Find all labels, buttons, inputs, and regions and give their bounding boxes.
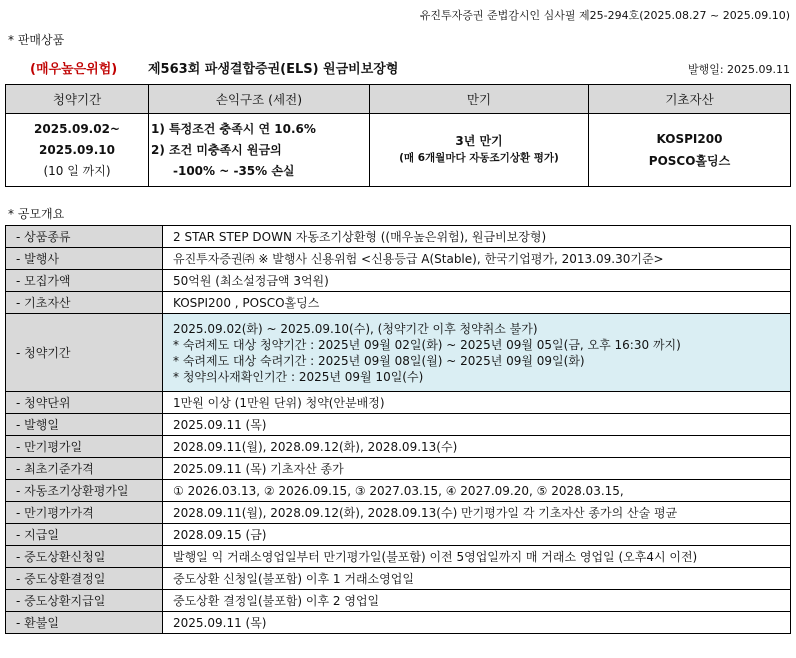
row-label: - 청약기간 [6,314,163,392]
period-cell [6,114,149,187]
maturity-note: (매 6개월마다 자동조기상환 평가) [399,152,559,164]
period-note: (10 일 까지) [43,163,111,178]
offering-section-heading: * 공모개요 [8,207,65,221]
row-label: - 지급일 [6,524,163,546]
table-row [6,414,791,436]
detail-line: * 청약의사재확인기간 : 2025년 09월 10일(수) [173,369,424,384]
row-label: - 만기평가가격 [6,502,163,524]
period-end: 2025.09.10 [39,142,115,157]
summary-table [5,84,791,187]
row-value: 2028.09.11(월), 2028.09.12(화), 2028.09.13(수) [163,436,791,458]
detail-line: * 숙려제도 대상 청약기간 : 2025년 09월 02일(화) ~ 2025년 09월 05일(금, 오후 16:30 까지) [173,337,681,352]
payoff-line-1: 1) 특정조건 충족시 연 10.6% [151,121,316,136]
issue-date-note: 발행일: 2025.09.11 [687,63,790,76]
table-row [6,502,791,524]
review-approval-note: 유진투자증권 준법감시인 심사필 제25-294호(2025.08.27 ~ 2025.09.10) [419,9,790,22]
row-value: 2025.09.11 (목) 기초자산 종가 [163,458,791,480]
row-value: 1만원 이상 (1만원 단위) 청약(안분배정) [163,392,791,414]
row-value: 2 STAR STEP DOWN 자동조기상환형 ((매우높은위험), 원금비보장형) [163,226,791,248]
row-value: 2028.09.15 (금) [163,524,791,546]
table-row [6,292,791,314]
product-title: 제563회 파생결합증권(ELS) 원금비보장형 [148,62,399,77]
table-row [6,524,791,546]
row-value: 2028.09.11(월), 2028.09.12(화), 2028.09.13(수) 만기평가일 각 기초자산 종가의 산술 평균 [163,502,791,524]
row-label: - 중도상환신청일 [6,546,163,568]
table-row [6,392,791,414]
row-value: 50억원 (최소설정금액 3억원) [163,270,791,292]
sales-section-heading: * 판매상품 [8,33,65,47]
table-row [6,270,791,292]
underlying-1: KOSPI200 [656,132,723,146]
row-label: - 모집가액 [6,270,163,292]
row-label: - 발행사 [6,248,163,270]
table-row [6,248,791,270]
row-value: 2025.09.11 (목) [163,612,791,634]
row-value: KOSPI200 , POSCO홀딩스 [163,292,791,314]
row-label: - 발행일 [6,414,163,436]
header-payoff: 손익구조 (세전) [149,85,370,114]
underlying-2: POSCO홀딩스 [648,154,731,168]
row-label: - 자동조기상환평가일 [6,480,163,502]
row-value: 중도상환 결정일(불포함) 이후 2 영업일 [163,590,791,612]
header-period: 청약기간 [6,85,149,114]
table-row [6,226,791,248]
row-label: - 기초자산 [6,292,163,314]
table-row [6,590,791,612]
underlying-cell [589,114,791,187]
maturity-term: 3년 만기 [455,134,503,148]
table-row [6,436,791,458]
payoff-line-2: 2) 조건 미충족시 원금의 [151,142,282,157]
payoff-line-3: -100% ~ -35% 손실 [173,163,295,178]
risk-label: (매우높은위험) [30,62,118,77]
header-maturity: 만기 [370,85,589,114]
row-label: - 만기평가일 [6,436,163,458]
row-label: - 최초기준가격 [6,458,163,480]
maturity-cell [370,114,589,187]
summary-data-row [6,114,791,187]
row-value: 유진투자증권㈜ ※ 발행사 신용위험 <신용등급 A(Stable), 한국기업평가, 2013.09.30기준> [163,248,791,270]
row-label: - 상품종류 [6,226,163,248]
detail-line: 2025.09.02(화) ~ 2025.09.10(수), (청약기간 이후 청약취소 불가) [173,321,538,336]
subscription-period-details [163,314,791,392]
payoff-cell [149,114,370,187]
row-label: - 환불일 [6,612,163,634]
row-label: - 청약단위 [6,392,163,414]
table-row [6,480,791,502]
row-label: - 중도상환결정일 [6,568,163,590]
row-value: 2025.09.11 (목) [163,414,791,436]
table-row [6,458,791,480]
row-value: 발행일 익 거래소영업일부터 만기평가일(불포함) 이전 5영업일까지 매 거래소 영업일 (오후4시 이전) [163,546,791,568]
row-value: 중도상환 신청일(불포함) 이후 1 거래소영업일 [163,568,791,590]
table-row [6,314,791,392]
detail-line: * 숙려제도 대상 숙려기간 : 2025년 09월 08일(월) ~ 2025년 09월 09일(화) [173,353,585,368]
overview-table [5,225,791,634]
table-row [6,612,791,634]
row-value: ① 2026.03.13, ② 2026.09.15, ③ 2027.03.15, ④ 2027.09.20, ⑤ 2028.03.15, [163,480,791,502]
table-row [6,546,791,568]
period-start: 2025.09.02~ [34,121,120,136]
summary-header-row [6,85,791,114]
table-row [6,568,791,590]
row-label: - 중도상환지급일 [6,590,163,612]
header-underlying: 기초자산 [589,85,791,114]
